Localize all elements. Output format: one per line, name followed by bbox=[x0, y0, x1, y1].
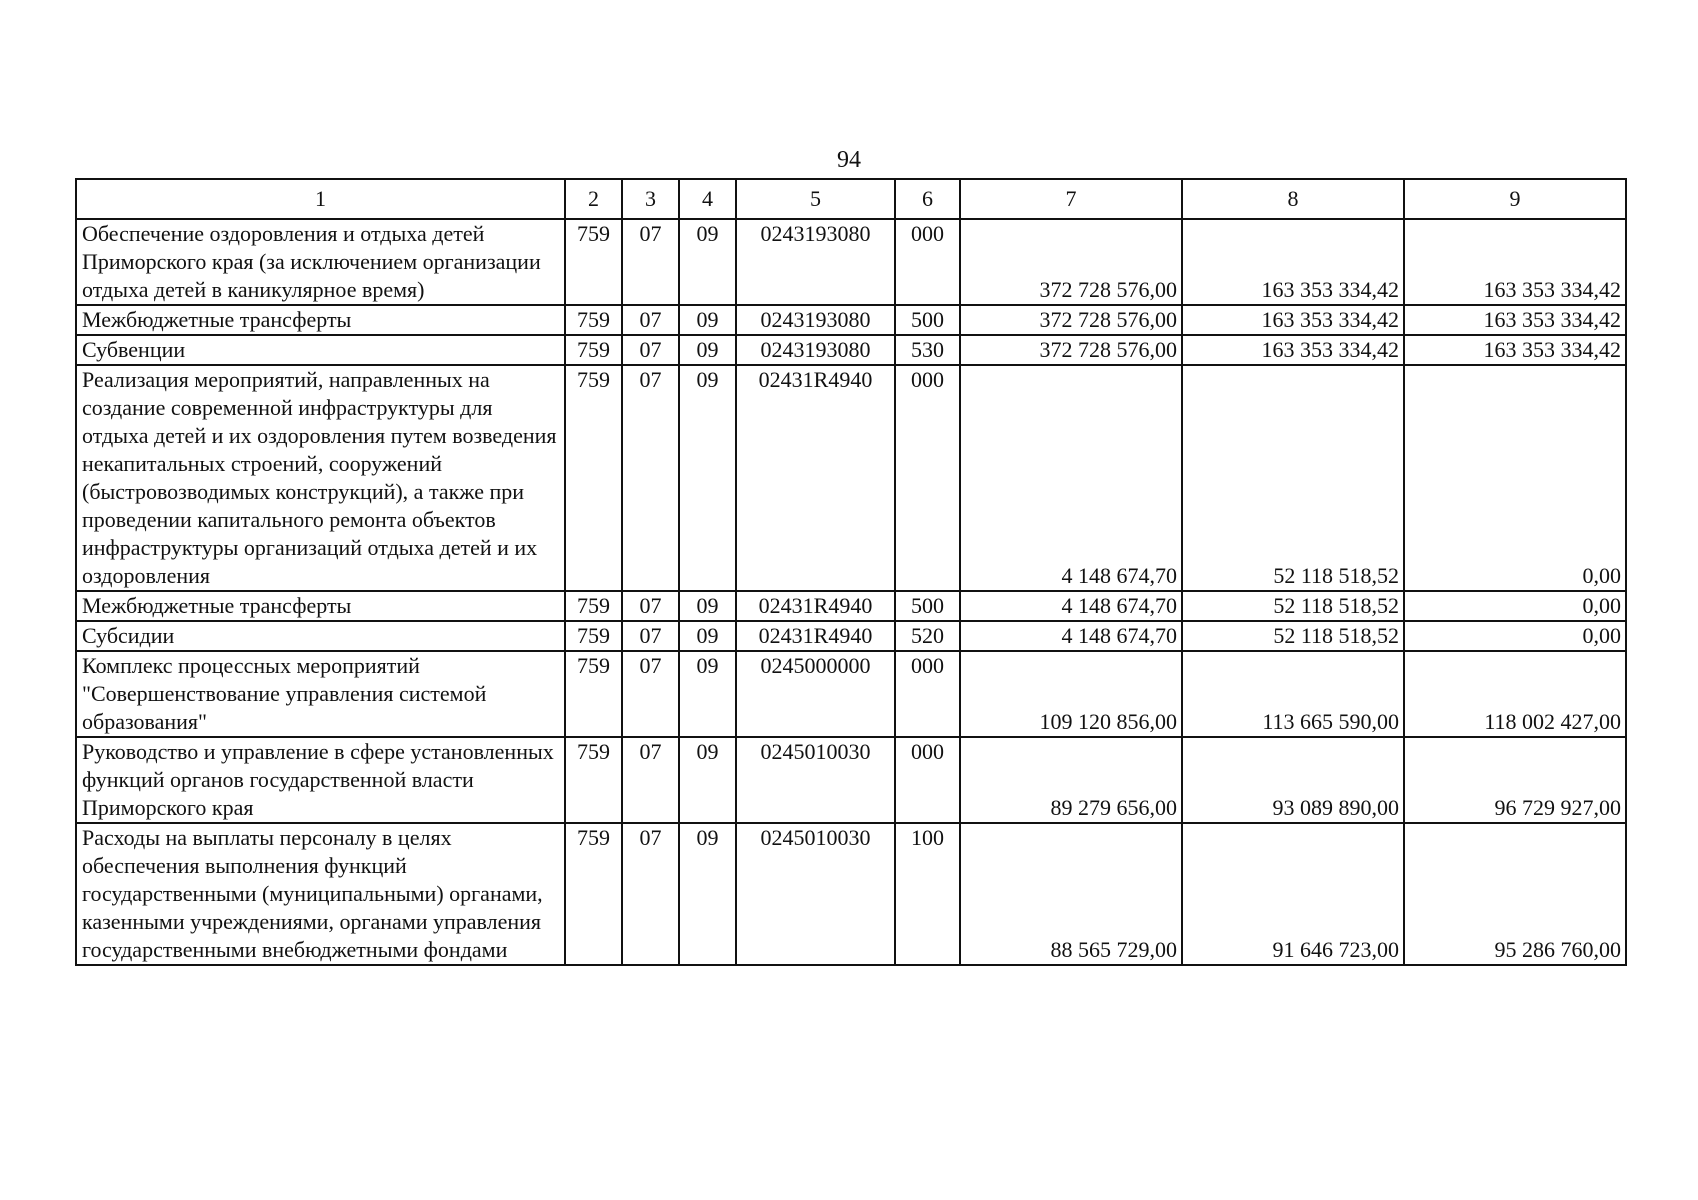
header-cell: 4 bbox=[679, 179, 736, 219]
expense-type-cell: 100 bbox=[895, 823, 960, 965]
ministry-code-cell: 759 bbox=[565, 651, 622, 737]
amount-cell-col8: 163 353 334,42 bbox=[1182, 305, 1404, 335]
amount-cell-col7: 4 148 674,70 bbox=[960, 365, 1182, 591]
section-code-cell: 07 bbox=[622, 651, 679, 737]
amount-cell-col7: 4 148 674,70 bbox=[960, 621, 1182, 651]
section-code-cell: 07 bbox=[622, 219, 679, 305]
subsection-code-cell: 09 bbox=[679, 305, 736, 335]
subsection-code-cell: 09 bbox=[679, 591, 736, 621]
section-code-cell: 07 bbox=[622, 823, 679, 965]
amount-cell-col8: 52 118 518,52 bbox=[1182, 621, 1404, 651]
header-cell: 5 bbox=[736, 179, 895, 219]
target-article-cell: 0243193080 bbox=[736, 335, 895, 365]
subsection-code-cell: 09 bbox=[679, 621, 736, 651]
ministry-code-cell: 759 bbox=[565, 621, 622, 651]
ministry-code-cell: 759 bbox=[565, 365, 622, 591]
header-cell: 9 bbox=[1404, 179, 1626, 219]
table-header-row bbox=[76, 179, 1626, 219]
header-cell: 7 bbox=[960, 179, 1182, 219]
subsection-code-cell: 09 bbox=[679, 737, 736, 823]
budget-table bbox=[75, 178, 1627, 966]
expense-type-cell: 530 bbox=[895, 335, 960, 365]
target-article-cell: 0243193080 bbox=[736, 305, 895, 335]
section-code-cell: 07 bbox=[622, 737, 679, 823]
section-code-cell: 07 bbox=[622, 621, 679, 651]
expense-type-cell: 500 bbox=[895, 305, 960, 335]
table-row bbox=[76, 621, 1626, 651]
amount-cell-col7: 109 120 856,00 bbox=[960, 651, 1182, 737]
table-row bbox=[76, 651, 1626, 737]
expense-name-cell: Межбюджетные трансферты bbox=[76, 305, 565, 335]
amount-cell-col9: 0,00 bbox=[1404, 591, 1626, 621]
expense-type-cell: 000 bbox=[895, 365, 960, 591]
amount-cell-col7: 88 565 729,00 bbox=[960, 823, 1182, 965]
amount-cell-col9: 96 729 927,00 bbox=[1404, 737, 1626, 823]
header-cell: 1 bbox=[76, 179, 565, 219]
expense-name-cell: Реализация мероприятий, направленных на создание современной инфраструктуры для отдыха детей и их оздоровления путем возведения некапитальных строений, сооружений (быстровозводимых конструкций), а также при проведении капитального ремонта объектов инфраструктуры организаций отдыха детей и их оздоровления bbox=[76, 365, 565, 591]
ministry-code-cell: 759 bbox=[565, 823, 622, 965]
subsection-code-cell: 09 bbox=[679, 219, 736, 305]
subsection-code-cell: 09 bbox=[679, 823, 736, 965]
expense-type-cell: 000 bbox=[895, 737, 960, 823]
amount-cell-col8: 52 118 518,52 bbox=[1182, 365, 1404, 591]
amount-cell-col8: 163 353 334,42 bbox=[1182, 335, 1404, 365]
subsection-code-cell: 09 bbox=[679, 651, 736, 737]
section-code-cell: 07 bbox=[622, 335, 679, 365]
amount-cell-col8: 113 665 590,00 bbox=[1182, 651, 1404, 737]
header-cell: 6 bbox=[895, 179, 960, 219]
expense-type-cell: 500 bbox=[895, 591, 960, 621]
header-cell: 3 bbox=[622, 179, 679, 219]
header-cell: 2 bbox=[565, 179, 622, 219]
target-article-cell: 02431R4940 bbox=[736, 621, 895, 651]
header-cell: 8 bbox=[1182, 179, 1404, 219]
ministry-code-cell: 759 bbox=[565, 219, 622, 305]
table-row bbox=[76, 335, 1626, 365]
expense-type-cell: 000 bbox=[895, 651, 960, 737]
amount-cell-col8: 91 646 723,00 bbox=[1182, 823, 1404, 965]
subsection-code-cell: 09 bbox=[679, 335, 736, 365]
expense-type-cell: 000 bbox=[895, 219, 960, 305]
subsection-code-cell: 09 bbox=[679, 365, 736, 591]
amount-cell-col7: 372 728 576,00 bbox=[960, 219, 1182, 305]
section-code-cell: 07 bbox=[622, 365, 679, 591]
amount-cell-col8: 163 353 334,42 bbox=[1182, 219, 1404, 305]
table-row bbox=[76, 823, 1626, 965]
expense-type-cell: 520 bbox=[895, 621, 960, 651]
table-row bbox=[76, 219, 1626, 305]
table-row bbox=[76, 591, 1626, 621]
target-article-cell: 0245010030 bbox=[736, 823, 895, 965]
amount-cell-col8: 93 089 890,00 bbox=[1182, 737, 1404, 823]
amount-cell-col7: 89 279 656,00 bbox=[960, 737, 1182, 823]
expense-name-cell: Руководство и управление в сфере установленных функций органов государственной власти Приморского края bbox=[76, 737, 565, 823]
page-number: 94 bbox=[837, 147, 861, 173]
amount-cell-col9: 163 353 334,42 bbox=[1404, 305, 1626, 335]
amount-cell-col9: 95 286 760,00 bbox=[1404, 823, 1626, 965]
amount-cell-col9: 0,00 bbox=[1404, 621, 1626, 651]
target-article-cell: 0245000000 bbox=[736, 651, 895, 737]
amount-cell-col7: 372 728 576,00 bbox=[960, 335, 1182, 365]
target-article-cell: 02431R4940 bbox=[736, 365, 895, 591]
expense-name-cell: Расходы на выплаты персоналу в целях обеспечения выполнения функций государственными (муниципальными) органами, казенными учреждениями, органами управления государственными внебюджетными фондами bbox=[76, 823, 565, 965]
expense-name-cell: Комплекс процессных мероприятий "Совершенствование управления системой образования" bbox=[76, 651, 565, 737]
amount-cell-col9: 0,00 bbox=[1404, 365, 1626, 591]
expense-name-cell: Субсидии bbox=[76, 621, 565, 651]
amount-cell-col9: 163 353 334,42 bbox=[1404, 219, 1626, 305]
target-article-cell: 0245010030 bbox=[736, 737, 895, 823]
target-article-cell: 0243193080 bbox=[736, 219, 895, 305]
table-row bbox=[76, 305, 1626, 335]
table-row bbox=[76, 737, 1626, 823]
table-row bbox=[76, 365, 1626, 591]
amount-cell-col9: 163 353 334,42 bbox=[1404, 335, 1626, 365]
expense-name-cell: Межбюджетные трансферты bbox=[76, 591, 565, 621]
expense-name-cell: Обеспечение оздоровления и отдыха детей Приморского края (за исключением организации отдыха детей в каникулярное время) bbox=[76, 219, 565, 305]
section-code-cell: 07 bbox=[622, 305, 679, 335]
amount-cell-col7: 4 148 674,70 bbox=[960, 591, 1182, 621]
section-code-cell: 07 bbox=[622, 591, 679, 621]
amount-cell-col7: 372 728 576,00 bbox=[960, 305, 1182, 335]
ministry-code-cell: 759 bbox=[565, 305, 622, 335]
ministry-code-cell: 759 bbox=[565, 335, 622, 365]
amount-cell-col8: 52 118 518,52 bbox=[1182, 591, 1404, 621]
ministry-code-cell: 759 bbox=[565, 737, 622, 823]
ministry-code-cell: 759 bbox=[565, 591, 622, 621]
expense-name-cell: Субвенции bbox=[76, 335, 565, 365]
amount-cell-col9: 118 002 427,00 bbox=[1404, 651, 1626, 737]
target-article-cell: 02431R4940 bbox=[736, 591, 895, 621]
